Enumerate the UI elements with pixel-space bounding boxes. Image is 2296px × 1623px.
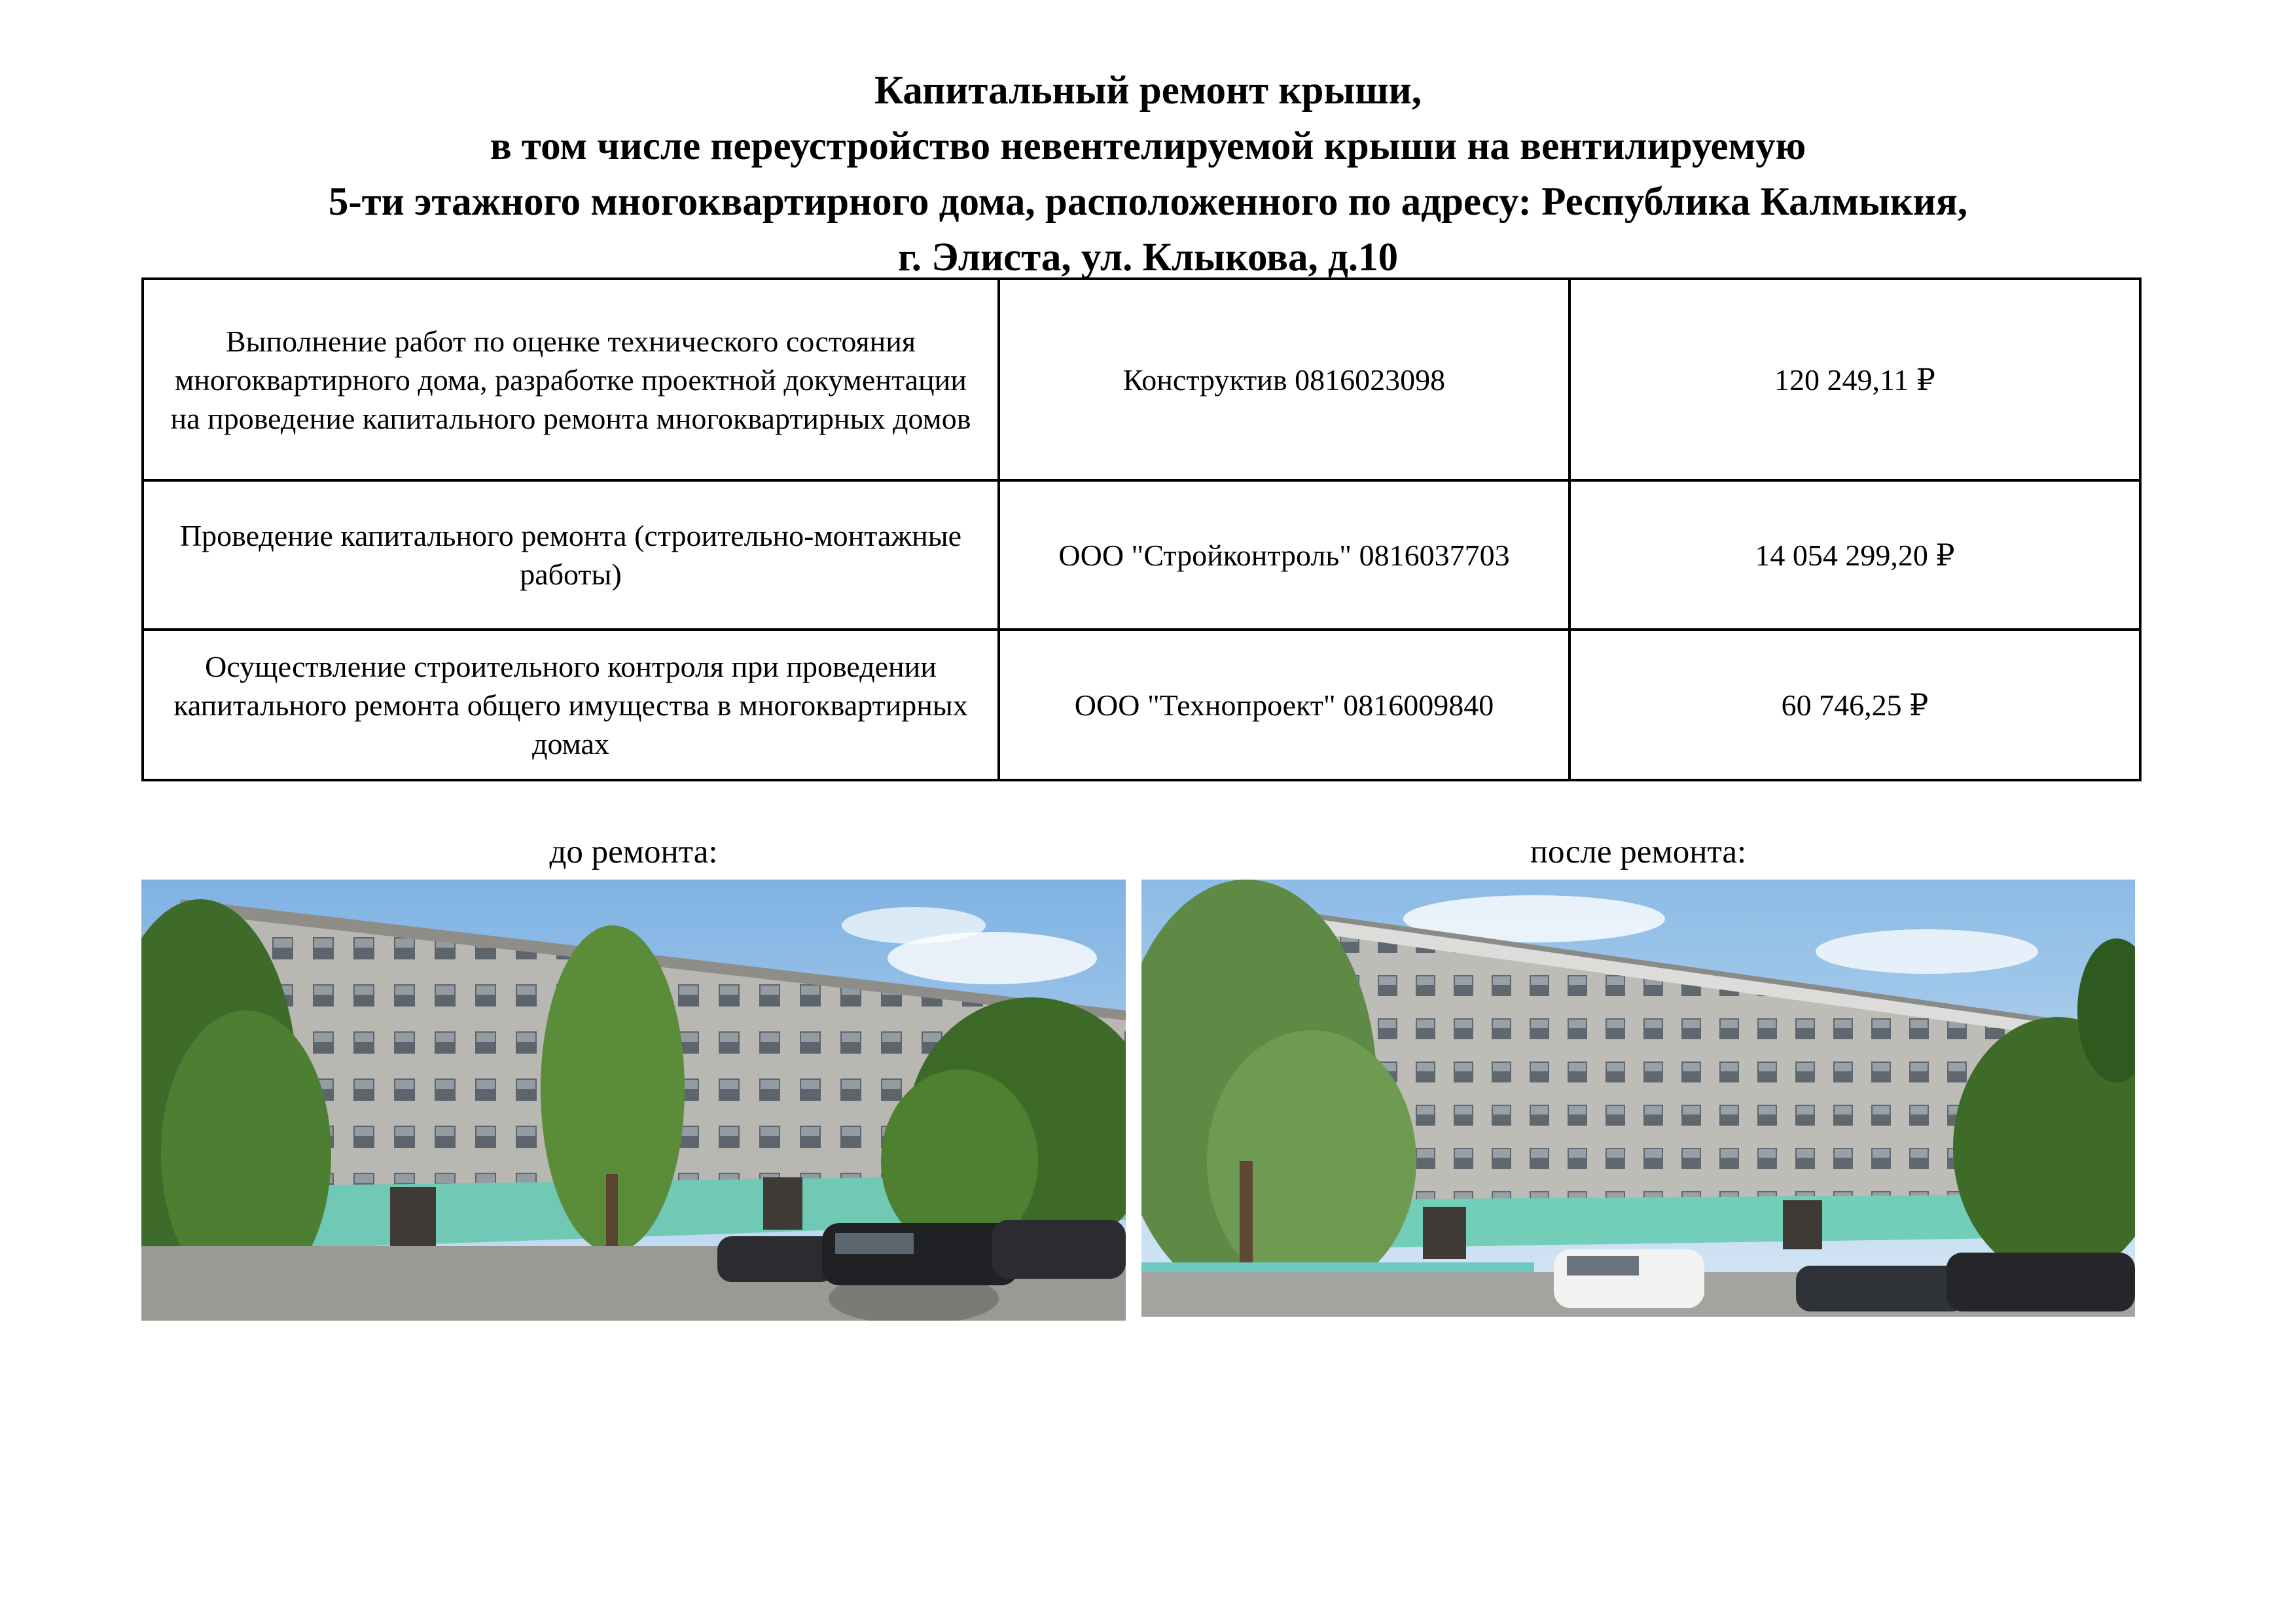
after-repair-photo-image	[1141, 880, 2135, 1317]
title-line-1: Капитальный ремонт крыши,	[874, 69, 1422, 113]
work-description-cell: Проведение капитального ремонта (строительно-монтажные работы)	[143, 480, 999, 630]
contractor-cell: Конструктив 0816023098	[999, 279, 1570, 480]
table-row	[143, 630, 2140, 780]
work-description-cell: Выполнение работ по оценке технического состояния многоквартирного дома, разработке проектной документации на проведение капитального ремонта многоквартирных домов	[143, 279, 999, 480]
amount-cell: 120 249,11 ₽	[1570, 279, 2140, 480]
after-repair-photo	[1141, 880, 2135, 1317]
title-line-4: г. Элиста, ул. Клыкова, д.10	[897, 236, 1399, 279]
contractor-cell: ООО "Стройконтроль" 0816037703	[999, 480, 1570, 630]
work-description-cell: Осуществление строительного контроля при проведении капитального ремонта общего имущества в многоквартирных домах	[143, 630, 999, 780]
contractor-cell: ООО "Технопроект" 0816009840	[999, 630, 1570, 780]
title-line-3: 5-ти этажного многоквартирного дома, расположенного по адресу: Республика Калмыкия,	[328, 180, 1968, 224]
works-table	[141, 277, 2142, 781]
before-repair-caption: до ремонта:	[549, 834, 718, 870]
title-line-2: в том числе переустройство невентелируемой крыши на вентилируемую	[490, 124, 1806, 168]
before-repair-photo	[141, 880, 1126, 1321]
before-repair-photo-image	[141, 880, 1126, 1321]
table-row	[143, 480, 2140, 630]
amount-cell: 14 054 299,20 ₽	[1570, 480, 2140, 630]
document-title	[0, 63, 2296, 285]
table-row	[143, 279, 2140, 480]
after-repair-caption: после ремонта:	[1530, 834, 1747, 870]
amount-cell: 60 746,25 ₽	[1570, 630, 2140, 780]
